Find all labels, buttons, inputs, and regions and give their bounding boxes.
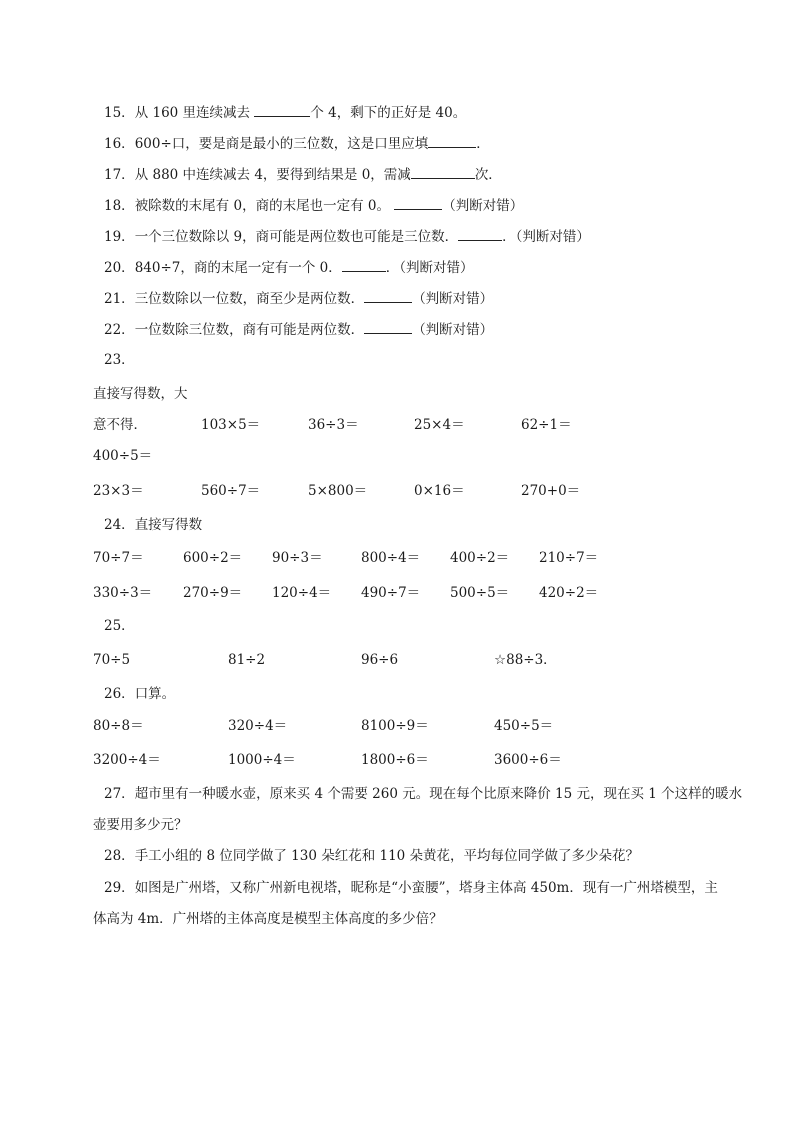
calc-item: 560÷7＝ <box>201 483 261 499</box>
answer-blank[interactable] <box>458 228 502 241</box>
question-26 <box>104 686 175 702</box>
answer-blank[interactable] <box>342 259 386 272</box>
question-text-end: （判断对错） <box>442 198 524 214</box>
calc-item: 96÷6 <box>361 652 399 668</box>
answer-blank[interactable] <box>394 197 442 210</box>
question-28 <box>104 848 639 864</box>
question-21 <box>104 290 493 307</box>
question-number: 17． <box>104 167 135 183</box>
question-number: 21． <box>104 291 135 307</box>
question-text: 三位数除以一位数，商至少是两位数． <box>134 291 365 307</box>
question-text: 一个三位数除以 9，商可能是两位数也可能是三位数． <box>134 229 459 245</box>
answer-blank[interactable] <box>364 290 412 303</box>
calc-item: 25×4＝ <box>414 417 465 433</box>
question-text: 如图是广州塔，又称广州新电视塔，昵称是“小蛮腰”，塔身主体高 450m．现有一广州塔模型，主 <box>134 880 718 896</box>
question-text-end: （判断对错） <box>412 291 494 307</box>
calc-item: 400÷5＝ <box>93 448 153 464</box>
calc-item: 3600÷6＝ <box>494 752 562 768</box>
calc-item: 400÷2＝ <box>450 550 510 566</box>
calc-item: 3200÷4＝ <box>93 752 161 768</box>
question-number: 29． <box>104 880 135 896</box>
answer-blank[interactable] <box>254 104 310 117</box>
question-text: 从 880 中连续减去 4，要得到结果是 0，需减 <box>134 167 411 183</box>
answer-blank[interactable] <box>411 166 475 179</box>
calc-item: 103×5＝ <box>201 417 261 433</box>
calc-item: 81÷2 <box>228 652 266 668</box>
calc-item: 450÷5＝ <box>494 718 554 734</box>
question-text: 手工小组的 8 位同学做了 130 朵红花和 110 朵黄花，平均每位同学做了多少朵花？ <box>134 848 640 864</box>
question-15 <box>104 104 466 121</box>
calc-item: 8100÷9＝ <box>361 718 429 734</box>
calc-item: 330÷3＝ <box>93 585 153 601</box>
question-text-end: ． <box>476 136 490 152</box>
question-27-cont: 壶要用多少元？ <box>93 817 188 833</box>
question-17 <box>104 166 502 183</box>
calc-item: 420÷2＝ <box>539 585 599 601</box>
question-text: 840÷7，商的末尾一定有一个 0． <box>134 260 342 276</box>
calc-item: 500÷5＝ <box>450 585 510 601</box>
question-18 <box>104 197 523 214</box>
calc-item: 23×3＝ <box>93 483 144 499</box>
calc-item: 90÷3＝ <box>272 550 323 566</box>
question-19 <box>104 228 590 245</box>
calc-item: 210÷7＝ <box>539 550 599 566</box>
question-number: 26． <box>104 686 135 702</box>
calc-item: 70÷7＝ <box>93 550 144 566</box>
question-29-cont: 体高为 4m．广州塔的主体高度是模型主体高度的多少倍？ <box>93 911 443 927</box>
calc-item: 62÷1＝ <box>521 417 572 433</box>
question-29 <box>104 880 718 896</box>
calc-item: 1800÷6＝ <box>361 752 429 768</box>
calc-item: 270+0＝ <box>521 483 581 499</box>
question-text-end: 次． <box>474 167 502 183</box>
question-23-intro-cont: 意不得． <box>93 417 147 433</box>
question-number: 16． <box>104 136 135 152</box>
calc-item: 0×16＝ <box>414 483 465 499</box>
question-number: 15． <box>104 105 135 121</box>
question-24 <box>104 517 202 533</box>
question-text: 从 160 里连续减去 <box>134 105 255 121</box>
calc-item: 1000÷4＝ <box>228 752 296 768</box>
question-number: 19． <box>104 229 135 245</box>
question-number: 28． <box>104 848 135 864</box>
question-27 <box>104 786 742 802</box>
calc-item: 270÷9＝ <box>183 585 243 601</box>
question-text-end: ．（判断对错） <box>385 260 474 276</box>
question-number: 18． <box>104 198 135 214</box>
question-title: 口算。 <box>134 686 176 702</box>
calc-item: 80÷8＝ <box>93 718 144 734</box>
question-25-number: 25． <box>104 618 135 634</box>
calc-item: 36÷3＝ <box>308 417 359 433</box>
question-22 <box>104 321 493 338</box>
question-text: 600÷口，要是商是最小的三位数，这是口里应填 <box>134 136 429 152</box>
question-20 <box>104 259 474 276</box>
calc-item: 70÷5 <box>93 652 131 668</box>
question-text: 超市里有一种暖水壶，原来买 4 个需要 260 元。现在每个比原来降价 15 元，现在买 1 个这样的暖水 <box>134 786 743 802</box>
question-number: 20． <box>104 260 135 276</box>
question-number: 22． <box>104 322 135 338</box>
question-number: 24． <box>104 517 135 533</box>
calc-item: ☆88÷3． <box>494 652 557 668</box>
question-number: 27． <box>104 786 135 802</box>
question-text-end: 个 4，剩下的正好是 40。 <box>310 105 467 121</box>
answer-blank[interactable] <box>364 321 412 334</box>
question-16 <box>104 135 490 152</box>
calc-item: 800÷4＝ <box>361 550 421 566</box>
calc-item: 320÷4＝ <box>228 718 288 734</box>
question-23-intro: 直接写得数，大 <box>93 386 188 402</box>
calc-item: 600÷2＝ <box>183 550 243 566</box>
calc-item: 120÷4＝ <box>272 585 332 601</box>
question-text: 一位数除三位数，商有可能是两位数． <box>134 322 365 338</box>
question-title: 直接写得数 <box>134 517 203 533</box>
question-text: 被除数的末尾有 0，商的末尾也一定有 0。 <box>134 198 395 214</box>
answer-blank[interactable] <box>428 135 476 148</box>
question-text-end: （判断对错） <box>412 322 494 338</box>
question-text-end: ．（判断对错） <box>502 229 590 245</box>
question-23-number: 23． <box>104 352 135 368</box>
calc-item: 5×800＝ <box>308 483 368 499</box>
calc-item: 490÷7＝ <box>361 585 421 601</box>
